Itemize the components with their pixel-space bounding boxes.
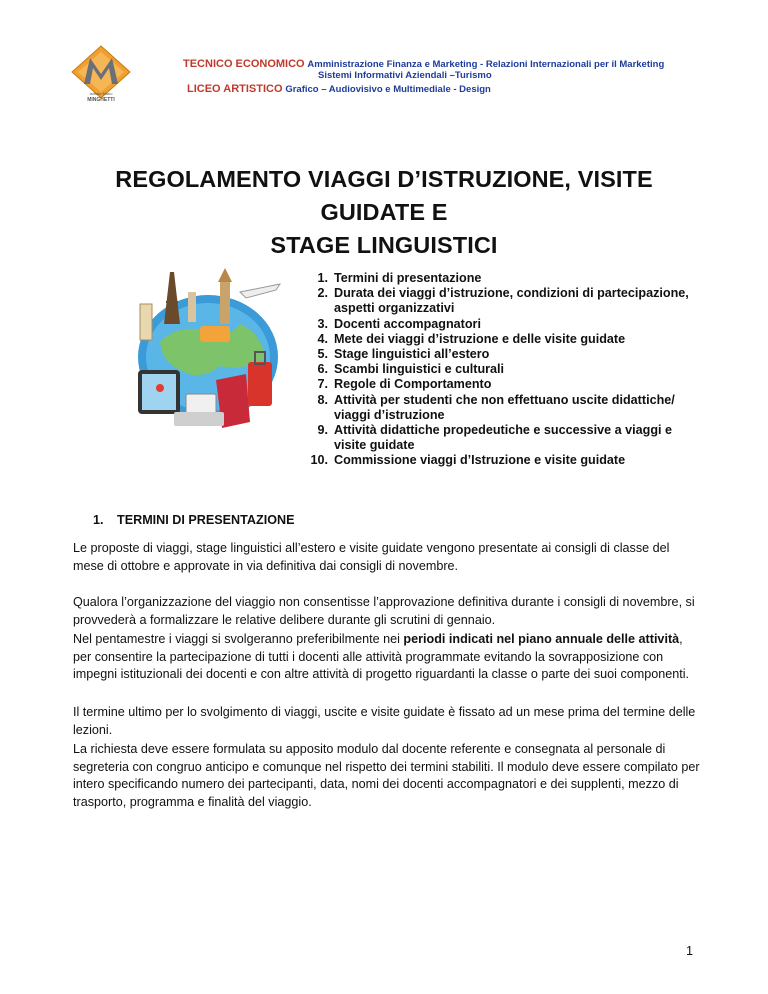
svg-text:MINGHETTI: MINGHETTI [87,97,115,103]
paragraph: Il termine ultimo per lo svolgimento di viaggi, uscite e visite guidate è fissato ad un mese prima del termine delle lezioni. [73,705,696,737]
toc-item[interactable]: 4. Mete dei viaggi d’istruzione e delle visite guidate [317,331,626,346]
school-logo [70,44,132,104]
page-number: 1 [686,944,694,958]
paragraph: Nel pentamestre i viaggi si svolgeranno preferibilmente nei periodi indicati nel piano annuale delle attività, per consentire la partecipazione di tutti i docenti alle attività programmate evitando la sovrapposizione con impegni istituzionali dei docenti e con altre attività di progetto riguardanti la classe o parte dei suoi componenti. [73,632,690,681]
toc-item[interactable]: 10. Commissione viaggi d’Istruzione e visite guidate [310,453,626,468]
paragraph: La richiesta deve essere formulata su apposito modulo dal docente referente e consegnata al personale di segreteria con congruo anticipo e comunque nel rispetto dei termini stabiliti. Il modulo deve essere compilato per intero specificando numero dei partecipanti, data, nomi dei docenti accompagnatori e dei supplenti, mezzo di trasporto, programma e finalità del viaggio. [73,742,700,809]
toc-item[interactable]: 2. Durata dei viaggi d’istruzione, condizioni di partecipazione, aspetti organizzativi [317,286,689,316]
document-title [60,163,708,262]
header-tecnico-courses: Amministrazione Finanza e Marketing - Relazioni Internazionali per il Marketing [307,59,665,70]
toc-item[interactable]: 9. Attività didattiche propedeutiche e successive a viaggi e visite guidate [317,423,673,453]
toc-item[interactable]: 7. Regole di Comportamento [317,377,492,392]
bold-phrase: periodi indicati nel piano annuale delle attività [403,632,680,646]
header-tecnico-label: TECNICO ECONOMICO [183,58,305,70]
toc-item[interactable]: 1. Termini di presentazione [317,271,482,285]
title-line-2: STAGE LINGUISTICI [270,232,498,258]
svg-text:Istituto Mario: Istituto Mario [89,91,113,96]
header-liceo-label: LICEO ARTISTICO [187,83,283,95]
travel-globe-illustration [120,262,290,442]
toc-item[interactable]: 5. Stage linguistici all’estero [317,347,490,362]
title-line-1: REGOLAMENTO VIAGGI D’ISTRUZIONE, VISITE GUIDATE E [115,166,653,225]
header-line-sistemi [318,70,492,82]
section-number: 1. [93,513,104,527]
header-sistemi-courses: Sistemi Informativi Aziendali –Turismo [318,70,492,81]
section-heading [93,513,295,527]
header-line-liceo [187,83,491,96]
section-title: TERMINI DI PRESENTAZIONE [117,513,295,527]
header-liceo-courses: Grafico – Audiovisivo e Multimediale - Design [285,84,491,95]
toc-item[interactable]: 6. Scambi linguistici e culturali [317,362,505,377]
table-of-contents [302,271,702,469]
paragraph: Qualora l’organizzazione del viaggio non consentisse l’approvazione definitiva durante i consigli di novembre, si provvederà a formalizzare le relative delibere durante gli scrutini di gennaio. [73,595,695,627]
toc-item[interactable]: 8. Attività per studenti che non effettuano uscite didattiche/ viaggi d’istruzione [317,392,675,422]
paragraph: Le proposte di viaggi, stage linguistici all’estero e visite guidate vengono presentate ai consigli di classe del mese di ottobre e approvate in via definitiva dai consigli di novembre. [73,541,670,573]
toc-item[interactable]: 3. Docenti accompagnatori [317,316,481,331]
